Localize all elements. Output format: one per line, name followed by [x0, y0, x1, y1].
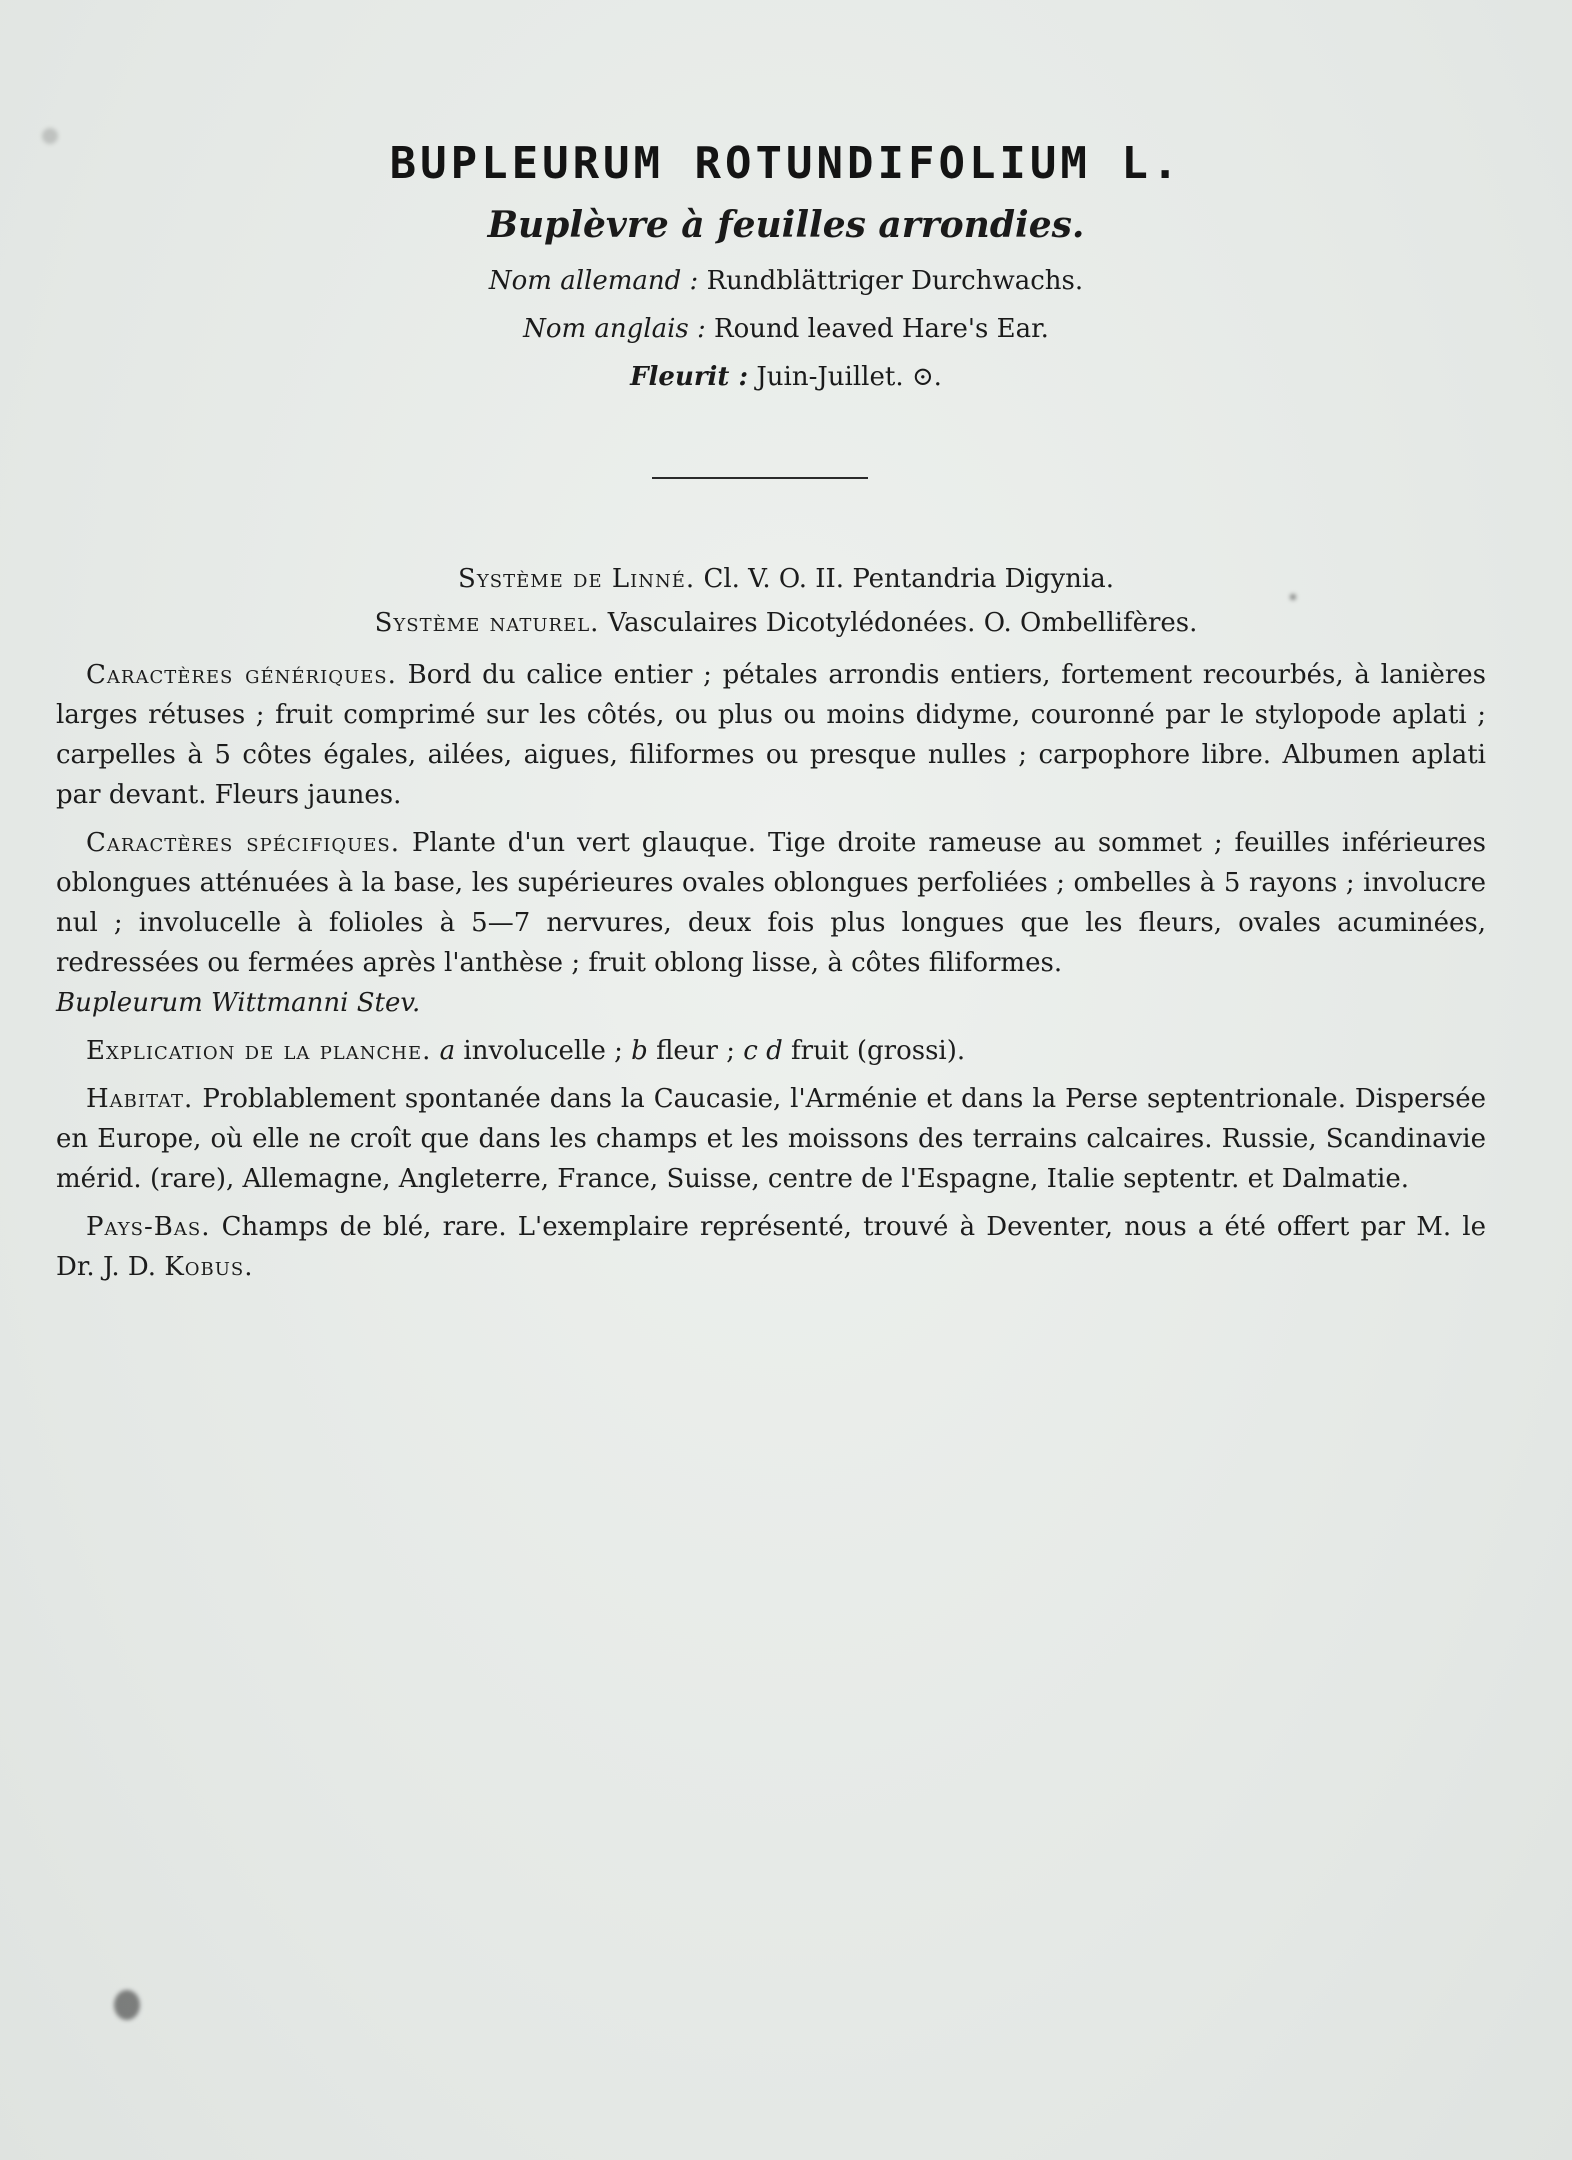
plate-key-cd-text: fruit (grossi). — [782, 1036, 966, 1066]
habitat-label: Habitat. — [86, 1084, 194, 1114]
german-name-line — [0, 266, 1572, 296]
english-name-label: Nom anglais : — [523, 314, 706, 344]
netherlands-text: Champs de blé, rare. L'exemplaire représenté, trouvé à Deventer, nous a été offert par M. le Dr. J. D. — [56, 1212, 1487, 1282]
generic-characters-text: Bord du calice entier ; pétales arrondis entiers, fortement recourbés, à lanières larges rétuses ; fruit comprimé sur les côtés, ou plus ou moins didyme, couronné par le stylopode aplati ; carpelles à 5 côtes égales, ailées, aigues, filiformes ou presque nulles ; carpophore libre. Albumen aplati par devant. Fleurs jaunes. — [56, 660, 1487, 810]
page-subtitle: Buplèvre à feuilles arrondies. — [487, 204, 1085, 246]
linne-system-line — [0, 564, 1572, 594]
ink-spot — [114, 1990, 140, 2020]
plate-key-cd: c d — [743, 1036, 783, 1066]
description-body — [56, 655, 1486, 1295]
german-name-value: Rundblättriger Durchwachs. — [706, 266, 1084, 296]
plate-key-b-text: fleur ; — [647, 1036, 744, 1066]
plate-key-a-text: involucelle ; — [455, 1036, 632, 1066]
flowering-label: Fleurit : — [630, 362, 749, 392]
generic-characters-label: Caractères génériques. — [86, 660, 397, 690]
separator-rule — [652, 477, 868, 479]
habitat-paragraph — [56, 1079, 1486, 1199]
natural-system-label: Système naturel. — [374, 608, 600, 638]
specific-characters-paragraph — [56, 823, 1486, 983]
synonym-line: Bupleurum Wittmanni Stev. — [56, 988, 421, 1018]
specific-characters-label: Caractères spécifiques. — [86, 828, 401, 858]
habitat-text: Problablement spontanée dans la Caucasie, l'Arménie et dans la Perse septentrionale. Dispersée en Europe, où elle ne croît que dans les champs et les moissons des terrains calcaires. Russie, Scandinavie mérid. (rare), Allemagne, Angleterre, France, Suisse, centre de l'Espagne, Italie septentr. et Dalmatie. — [56, 1084, 1487, 1194]
generic-characters-paragraph — [56, 655, 1486, 815]
linne-system-label: Système de Linné. — [458, 564, 696, 594]
english-name-value: Round leaved Hare's Ear. — [714, 314, 1049, 344]
natural-system-line — [0, 608, 1572, 638]
plate-explanation-paragraph — [56, 1031, 1486, 1071]
plate-explanation-label: Explication de la planche. — [86, 1036, 432, 1066]
specific-characters-text: Plante d'un vert glauque. Tige droite rameuse au sommet ; feuilles inférieures oblongues atténuées à la base, les supérieures ovales oblongues perfoliées ; ombelles à 5 rayons ; involucre nul ; involucelle à folioles à 5—7 nervures, deux fois plus longues que les fleurs, ovales acuminées, redressées ou fermées après l'anthèse ; fruit oblong lisse, à côtes filiformes. — [56, 828, 1486, 978]
page-title: BUPLEURUM ROTUNDIFOLIUM L. — [389, 138, 1183, 189]
linne-system-value: Cl. V. O. II. Pentandria Digynia. — [703, 564, 1114, 594]
flowering-line — [0, 362, 1572, 392]
plate-key-b: b — [631, 1036, 648, 1066]
netherlands-paragraph — [56, 1207, 1486, 1287]
german-name-label: Nom allemand : — [488, 266, 699, 296]
netherlands-label: Pays-Bas. — [86, 1212, 211, 1242]
donor-name: Kobus. — [164, 1252, 254, 1282]
natural-system-value: Vasculaires Dicotylédonées. O. Ombellifères. — [607, 608, 1198, 638]
ink-spot — [1290, 594, 1296, 600]
flowering-value: Juin-Juillet. ⊙. — [756, 362, 942, 392]
plate-key-a: a — [439, 1036, 456, 1066]
english-name-line — [0, 314, 1572, 344]
